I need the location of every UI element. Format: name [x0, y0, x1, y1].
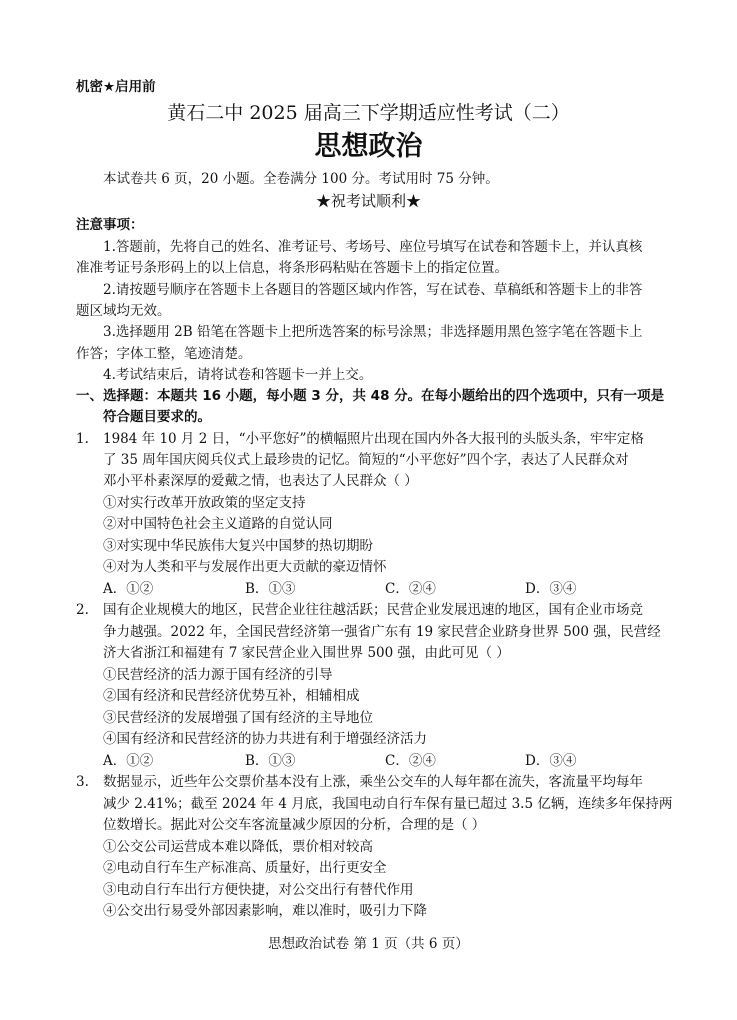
note-2-line-2: 题区域均无效。	[76, 303, 171, 319]
question-stem-line: 数据显示，近些年公交票价基本没有上涨，乘坐公交车的人每年都在流失，客流量平均每年	[103, 774, 643, 790]
blessing: ★祝考试顺利★	[315, 192, 421, 210]
exam-title: 黄石二中 2025 届高三下学期适应性考试（二）	[167, 102, 570, 124]
question-stem-line: 国有企业规模大的地区，民营企业往往越活跃；民营企业发展迅速的地区，国有企业市场竞	[103, 602, 643, 618]
statement-item: ③电动自行车出行方便快捷，对公交出行有替代作用	[103, 882, 414, 898]
option-d: D．③④	[525, 753, 577, 769]
note-2-line-1: 2.请按题号顺序在答题卡上各题目的答题区域内作答，写在试卷、草稿纸和答题卡上的非答	[103, 282, 643, 298]
note-4: 4.考试结束后，请将试卷和答题卡一并上交。	[103, 367, 373, 383]
note-1-line-1: 1.答题前，先将自己的姓名、准考证号、考场号、座位号填写在试卷和答题卡上，并认真核	[103, 239, 643, 255]
statement-item: ②对中国特色社会主义道路的自觉认同	[103, 516, 333, 532]
exam-info: 本试卷共 6 页，20 小题。全卷满分 100 分。考试用时 75 分钟。	[103, 171, 499, 187]
option-b: B．①③	[245, 581, 296, 597]
question-stem-line: 争力越强。2022 年，全国民营经济第一强省广东有 19 家民营企业跻身世界 500 强，民营经	[103, 624, 661, 640]
statement-item: ②国有经济和民营经济优势互补，相辅相成	[103, 688, 360, 704]
note-3-line-1: 3.选择题用 2B 铅笔在答题卡上把所选答案的标号涂黑；非选择题用黑色签字笔在答题卡上	[103, 324, 643, 340]
confidential-label: 机密★启用前	[76, 79, 156, 95]
statement-item: ②电动自行车生产标准高、质量好，出行更安全	[103, 860, 387, 876]
statement-item: ③对实现中华民族伟大复兴中国梦的热切期盼	[103, 538, 373, 554]
statement-item: ①公交公司运营成本难以降低，票价相对较高	[103, 839, 373, 855]
statement-item: ①民营经济的活力源于国有经济的引导	[103, 667, 333, 683]
question-stem-line: 济大省浙江和福建有 7 家民营企业入围世界 500 强，由此可见（ ）	[103, 645, 510, 661]
question-number: 1.	[76, 431, 89, 447]
statement-item: ④对为人类和平与发展作出更大贡献的豪迈情怀	[103, 559, 387, 575]
option-c: C．②④	[385, 581, 436, 597]
question-stem-line: 1984 年 10 月 2 日，“小平您好”的横幅照片出现在国内外各大报刊的头版头条，牢牢定格	[103, 431, 644, 447]
page-footer: 思想政治试卷 第 1 页（共 6 页）	[268, 936, 469, 952]
statement-item: ④国有经济和民营经济的协力共进有利于增强经济活力	[103, 731, 427, 747]
statement-item: ④公交出行易受外部因素影响，难以准时，吸引力下降	[103, 903, 427, 919]
option-a: A．①②	[103, 581, 154, 597]
question-stem-line: 减少 2.41%；截至 2024 年 4 月底，我国电动自行车保有量已超过 3.5 亿辆，连续多年保持两	[103, 796, 673, 812]
question-stem-line: 邓小平朴素深厚的爱戴之情，也表达了人民群众（ ）	[103, 473, 418, 489]
option-b: B．①③	[245, 753, 296, 769]
section-1-heading-cont: 符合题目要求的。	[103, 409, 211, 425]
note-3-line-2: 作答；字体工整，笔迹清楚。	[76, 346, 252, 362]
option-d: D．③④	[525, 581, 577, 597]
notes-heading: 注意事项：	[76, 217, 144, 233]
statement-item: ③民营经济的发展增强了国有经济的主导地位	[103, 710, 373, 726]
question-number: 3.	[76, 774, 89, 790]
section-1-heading: 一、选择题：本题共 16 小题，每小题 3 分，共 48 分。在每小题给出的四个选项中，只有一项是	[76, 388, 665, 404]
subject-title: 思想政治	[314, 131, 423, 162]
question-stem-line: 位数增长。据此对公交车客流量减少原因的分析，合理的是（ ）	[103, 817, 486, 833]
option-c: C．②④	[385, 753, 436, 769]
question-number: 2.	[76, 602, 89, 618]
option-a: A．①②	[103, 753, 154, 769]
note-1-line-2: 准准考证号条形码上的以上信息，将条形码粘贴在答题卡上的指定位置。	[76, 260, 508, 276]
statement-item: ①对实行改革开放政策的坚定支持	[103, 495, 306, 511]
question-stem-line: 了 35 周年国庆阅兵仪式上最珍贵的记忆。简短的“小平您好”四个字，表达了人民群众对	[103, 452, 629, 468]
